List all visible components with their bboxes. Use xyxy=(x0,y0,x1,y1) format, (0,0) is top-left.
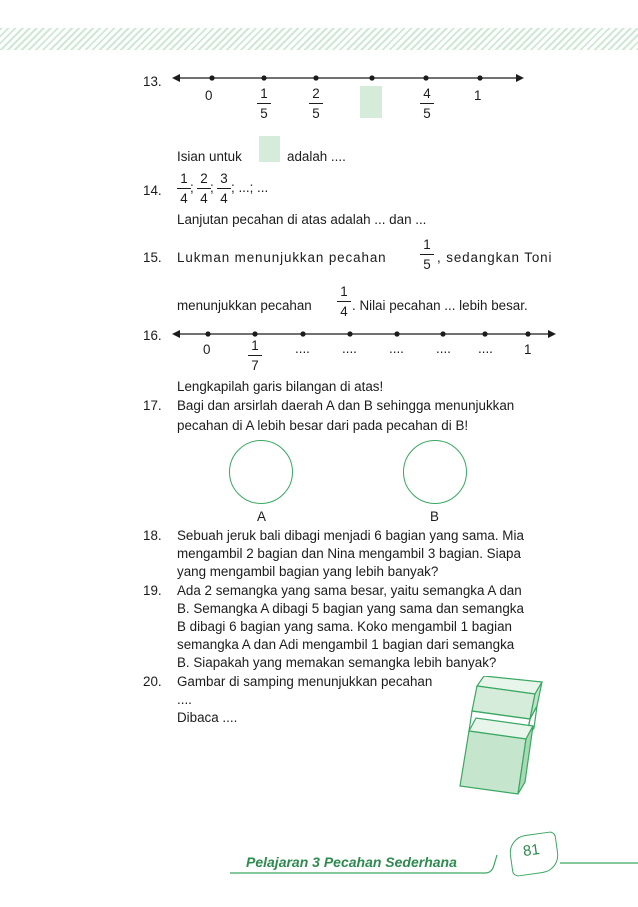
q15-line2b: . Nilai pecahan ... lebih besar. xyxy=(352,298,528,313)
q14-line2: Lanjutan pecahan di atas adalah ... dan ... xyxy=(177,212,427,227)
q16-blank-1: .... xyxy=(295,341,310,356)
header-hatch-band xyxy=(0,28,638,50)
q18-line: mengambil 2 bagian dan Nina mengambil 3 bagian. Siapa xyxy=(177,546,521,561)
q20-line: .... xyxy=(177,692,192,707)
q17-number: 17. xyxy=(143,398,162,413)
q18-line: yang mengambil bagian yang lebih banyak? xyxy=(177,564,439,579)
q16-blank-2: .... xyxy=(342,341,357,356)
q20-number: 20. xyxy=(143,674,162,689)
q14-number: 14. xyxy=(143,183,162,198)
q14-sep-1: ; xyxy=(190,180,194,195)
q19-number: 19. xyxy=(143,583,162,598)
q15-fraction-1-5: 1 5 xyxy=(419,238,435,272)
q16-number: 16. xyxy=(143,328,162,343)
q16-blank-5: .... xyxy=(478,341,493,356)
circle-a xyxy=(229,440,293,504)
q13-tick-1: 1 xyxy=(474,88,482,103)
q18-number: 18. xyxy=(143,528,162,543)
circle-b-label: B xyxy=(430,509,439,524)
q13-inline-box xyxy=(259,136,280,162)
q17-line2: pecahan di A lebih besar dari pada pecahan di B! xyxy=(177,418,469,433)
q19-line: Ada 2 semangka yang sama besar, yaitu semangka A dan xyxy=(177,583,522,598)
q15-fraction-1-4: 1 4 xyxy=(336,285,352,319)
q13-number: 13. xyxy=(143,74,162,89)
q15-line2a: menunjukkan pecahan xyxy=(177,298,312,313)
q16-blank-3: .... xyxy=(389,341,404,356)
q16-line2: Lengkapilah garis bilangan di atas! xyxy=(177,379,384,394)
circle-b xyxy=(403,440,467,504)
q13-text-b: adalah .... xyxy=(287,149,346,164)
divided-prism-figure xyxy=(452,676,564,800)
circle-a-label: A xyxy=(257,509,266,524)
q19-line: B dibagi 6 bagian yang sama. Koko mengambil 1 bagian xyxy=(177,619,512,634)
q15-line1b: , sedangkan Toni xyxy=(437,250,553,265)
q19-line: B. Siapakah yang memakan semangka lebih banyak? xyxy=(177,655,497,670)
q13-blank-box xyxy=(360,86,382,118)
q19-line: semangka A dan Adi mengambil 1 bagian dari semangka xyxy=(177,637,515,652)
q18-line: Sebuah jeruk bali dibagi menjadi 6 bagian yang sama. Mia xyxy=(177,528,524,543)
q16-tick-0: 0 xyxy=(203,342,211,357)
q20-line: Dibaca .... xyxy=(177,710,238,725)
q20-line: Gambar di samping menunjukkan pecahan xyxy=(177,674,433,689)
q14-fraction-2: 2 4 xyxy=(196,172,212,206)
q17-line1: Bagi dan arsirlah daerah A dan B sehingga menunjukkan xyxy=(177,398,515,413)
q13-number-line xyxy=(170,68,530,88)
q13-tick-0: 0 xyxy=(205,88,213,103)
q16-tick-1: 1 xyxy=(524,342,532,357)
footer-title: Pelajaran 3 Pecahan Sederhana xyxy=(246,854,457,870)
q19-line: B. Semangka A dibagi 5 bagian yang sama dan semangka xyxy=(177,601,524,616)
q16-number-line xyxy=(170,324,560,344)
q16-blank-4: .... xyxy=(436,341,451,356)
q13-fraction-2-5: 2 5 xyxy=(308,87,324,121)
q14-fraction-3: 3 4 xyxy=(216,172,232,206)
page-number: 81 xyxy=(521,840,541,861)
q14-sep-2: ; xyxy=(210,180,214,195)
q14-fraction-1: 1 4 xyxy=(176,172,192,206)
q13-fraction-4-5: 4 5 xyxy=(419,87,435,121)
q16-fraction-1-7: 1 7 xyxy=(247,339,263,373)
q13-fraction-1-5: 1 5 xyxy=(256,87,272,121)
q15-number: 15. xyxy=(143,250,162,265)
q15-line1: Lukman menunjukkan pecahan xyxy=(177,250,387,265)
q14-tail: ; ...; ... xyxy=(231,180,269,195)
q13-text-a: Isian untuk xyxy=(177,149,242,164)
